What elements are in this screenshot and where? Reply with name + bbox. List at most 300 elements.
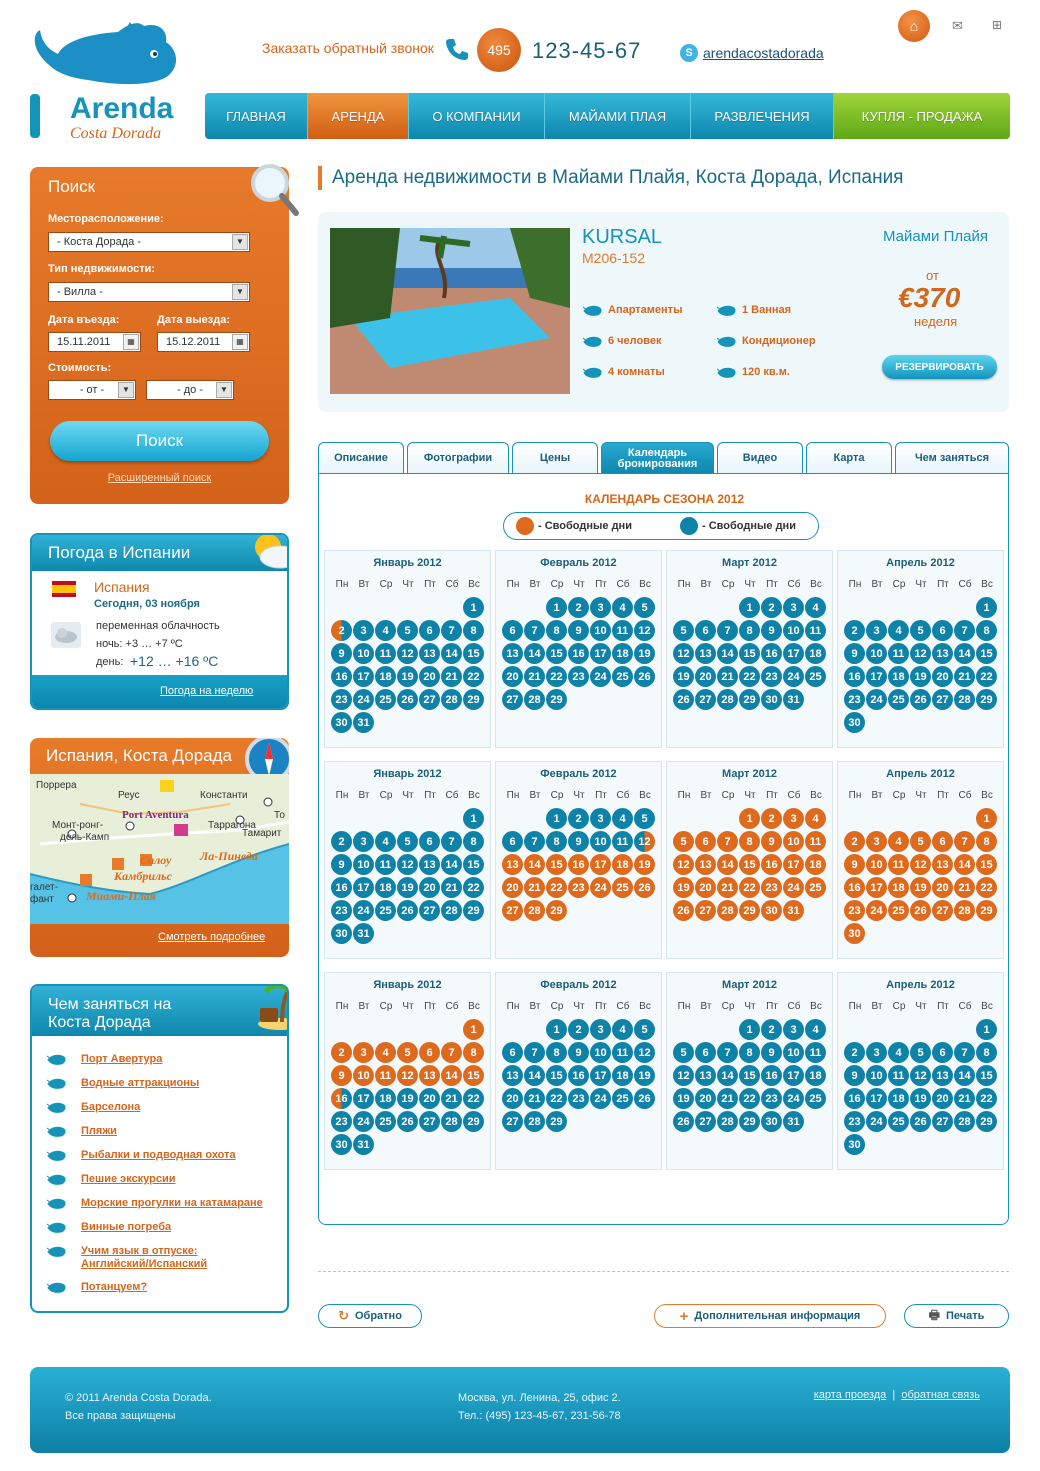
- calendar-day[interactable]: 31: [353, 712, 374, 733]
- calendar-day[interactable]: 28: [954, 689, 975, 710]
- calendar-day[interactable]: 16: [761, 643, 782, 664]
- calendar-day[interactable]: 9: [331, 643, 352, 664]
- calendar-day[interactable]: 2: [331, 620, 352, 641]
- calendar-day[interactable]: 12: [910, 643, 931, 664]
- calendar-day[interactable]: 3: [866, 1042, 887, 1063]
- calendar-day[interactable]: 21: [524, 1088, 545, 1109]
- calendar-day[interactable]: 10: [866, 854, 887, 875]
- calendar-day[interactable]: 29: [976, 1111, 997, 1132]
- calendar-day[interactable]: 6: [419, 620, 440, 641]
- calendar-day[interactable]: 9: [331, 1065, 352, 1086]
- calendar-day[interactable]: 19: [910, 1088, 931, 1109]
- calendar-day[interactable]: 17: [353, 666, 374, 687]
- calendar-day[interactable]: 4: [375, 620, 396, 641]
- calendar-day[interactable]: 4: [375, 831, 396, 852]
- calendar-day[interactable]: 24: [590, 1088, 611, 1109]
- calendar-day[interactable]: 20: [932, 1088, 953, 1109]
- calendar-day[interactable]: 2: [844, 1042, 865, 1063]
- calendar-day[interactable]: 11: [888, 1065, 909, 1086]
- nav-buy-sell[interactable]: КУПЛЯ - ПРОДАЖА: [834, 93, 1010, 139]
- calendar-day[interactable]: 28: [441, 1111, 462, 1132]
- calendar-day[interactable]: 4: [888, 1042, 909, 1063]
- logo[interactable]: [28, 20, 203, 145]
- calendar-day[interactable]: 28: [441, 900, 462, 921]
- calendar-day[interactable]: 27: [932, 900, 953, 921]
- calendar-day[interactable]: 17: [866, 877, 887, 898]
- calendar-day[interactable]: 25: [805, 1088, 826, 1109]
- print-button[interactable]: [904, 1304, 1009, 1328]
- calendar-day[interactable]: 28: [954, 1111, 975, 1132]
- calendar-day[interactable]: 22: [463, 877, 484, 898]
- calendar-day[interactable]: 25: [888, 689, 909, 710]
- calendar-day[interactable]: 19: [397, 1088, 418, 1109]
- calendar-day[interactable]: 1: [976, 1019, 997, 1040]
- checkin-input[interactable]: [48, 332, 141, 352]
- calendar-day[interactable]: 4: [805, 597, 826, 618]
- calendar-day[interactable]: 28: [524, 689, 545, 710]
- calendar-day[interactable]: 2: [761, 808, 782, 829]
- tab-map[interactable]: Карта: [806, 442, 892, 474]
- calendar-day[interactable]: 31: [353, 923, 374, 944]
- activity-link-continued[interactable]: Английский/Испанский: [81, 1258, 208, 1270]
- calendar-day[interactable]: 26: [673, 1111, 694, 1132]
- calendar-day[interactable]: 3: [783, 808, 804, 829]
- calendar-day[interactable]: 25: [805, 666, 826, 687]
- calendar-day[interactable]: 26: [634, 877, 655, 898]
- calendar-day[interactable]: 3: [866, 620, 887, 641]
- calendar-day[interactable]: 6: [932, 620, 953, 641]
- tab-description[interactable]: Описание: [318, 442, 404, 474]
- calendar-day[interactable]: 29: [546, 900, 567, 921]
- calendar-day[interactable]: 24: [353, 1111, 374, 1132]
- calendar-day[interactable]: 21: [954, 666, 975, 687]
- calendar-day[interactable]: 10: [866, 643, 887, 664]
- more-info-button[interactable]: [654, 1304, 886, 1328]
- advanced-search-link[interactable]: Расширенный поиск: [107, 472, 212, 484]
- calendar-day[interactable]: 20: [932, 666, 953, 687]
- calendar-day[interactable]: 22: [739, 666, 760, 687]
- calendar-day[interactable]: 4: [888, 831, 909, 852]
- tab-photos[interactable]: Фотографии: [407, 442, 509, 474]
- calendar-day[interactable]: 17: [353, 877, 374, 898]
- calendar-day[interactable]: 30: [844, 712, 865, 733]
- calendar-day[interactable]: 30: [761, 1111, 782, 1132]
- calendar-day[interactable]: 8: [976, 831, 997, 852]
- calendar-day[interactable]: 29: [546, 689, 567, 710]
- calendar-day[interactable]: 3: [783, 597, 804, 618]
- calendar-day[interactable]: 4: [805, 1019, 826, 1040]
- calendar-day[interactable]: 14: [524, 854, 545, 875]
- calendar-day[interactable]: 30: [331, 1134, 352, 1155]
- calendar-day[interactable]: 6: [695, 1042, 716, 1063]
- cost-from-select[interactable]: [48, 380, 136, 400]
- calendar-day[interactable]: 10: [866, 1065, 887, 1086]
- calendar-day[interactable]: 15: [463, 643, 484, 664]
- calendar-day[interactable]: 22: [739, 1088, 760, 1109]
- calendar-day[interactable]: 27: [502, 900, 523, 921]
- calendar-day[interactable]: 5: [397, 1042, 418, 1063]
- calendar-day[interactable]: 15: [463, 854, 484, 875]
- calendar-day[interactable]: 18: [888, 666, 909, 687]
- calendar-day[interactable]: 21: [717, 1088, 738, 1109]
- tab-prices[interactable]: Цены: [512, 442, 598, 474]
- calendar-day[interactable]: 8: [546, 1042, 567, 1063]
- calendar-day[interactable]: 7: [441, 620, 462, 641]
- calendar-day[interactable]: 6: [502, 831, 523, 852]
- calendar-day[interactable]: 27: [502, 1111, 523, 1132]
- calendar-day[interactable]: 17: [590, 1065, 611, 1086]
- calendar-day[interactable]: 28: [717, 900, 738, 921]
- calendar-day[interactable]: 23: [568, 877, 589, 898]
- skype-link[interactable]: arendacostadorada: [703, 45, 824, 61]
- calendar-day[interactable]: 9: [844, 643, 865, 664]
- calendar-day[interactable]: 2: [331, 831, 352, 852]
- calendar-day[interactable]: 27: [419, 689, 440, 710]
- nav-about[interactable]: О КОМПАНИИ: [409, 93, 545, 139]
- calendar-day[interactable]: 23: [568, 1088, 589, 1109]
- back-button[interactable]: [318, 1304, 422, 1328]
- calendar-day[interactable]: 20: [695, 666, 716, 687]
- calendar-day[interactable]: 24: [590, 877, 611, 898]
- calendar-day[interactable]: 11: [888, 854, 909, 875]
- calendar-day[interactable]: 18: [888, 1088, 909, 1109]
- calendar-day[interactable]: 12: [910, 1065, 931, 1086]
- calendar-day[interactable]: 5: [397, 831, 418, 852]
- calendar-day[interactable]: 13: [502, 643, 523, 664]
- calendar-day[interactable]: 27: [419, 1111, 440, 1132]
- calendar-day[interactable]: 14: [441, 854, 462, 875]
- calendar-day[interactable]: 14: [441, 1065, 462, 1086]
- calendar-day[interactable]: 8: [463, 620, 484, 641]
- calendar-day[interactable]: 1: [546, 808, 567, 829]
- calendar-day[interactable]: 13: [502, 1065, 523, 1086]
- calendar-day[interactable]: 19: [673, 1088, 694, 1109]
- calendar-day[interactable]: 16: [331, 666, 352, 687]
- calendar-day[interactable]: 10: [590, 831, 611, 852]
- calendar-day[interactable]: 21: [441, 1088, 462, 1109]
- calendar-day[interactable]: 13: [932, 854, 953, 875]
- tab-activities[interactable]: Чем заняться: [895, 442, 1009, 474]
- calendar-day[interactable]: 24: [866, 689, 887, 710]
- calendar-day[interactable]: 23: [331, 689, 352, 710]
- calendar-day[interactable]: 2: [568, 808, 589, 829]
- calendar-day[interactable]: 21: [717, 666, 738, 687]
- calendar-day[interactable]: 19: [634, 1065, 655, 1086]
- calendar-day[interactable]: 5: [910, 620, 931, 641]
- calendar-day[interactable]: 13: [695, 854, 716, 875]
- calendar-day[interactable]: 22: [546, 666, 567, 687]
- calendar-day[interactable]: 13: [695, 643, 716, 664]
- calendar-day[interactable]: 13: [419, 1065, 440, 1086]
- calendar-day[interactable]: 6: [502, 620, 523, 641]
- calendar-day[interactable]: 19: [910, 666, 931, 687]
- calendar-day[interactable]: 10: [590, 1042, 611, 1063]
- calendar-day[interactable]: 26: [634, 666, 655, 687]
- calendar-day[interactable]: 12: [397, 854, 418, 875]
- calendar-day[interactable]: 30: [331, 712, 352, 733]
- calendar-day[interactable]: 12: [673, 643, 694, 664]
- calendar-day[interactable]: 10: [353, 643, 374, 664]
- calendar-day[interactable]: 6: [419, 831, 440, 852]
- nav-home[interactable]: ГЛАВНАЯ: [205, 93, 308, 139]
- feedback-link[interactable]: обратная связь: [901, 1389, 980, 1401]
- calendar-day[interactable]: 25: [888, 1111, 909, 1132]
- calendar-day[interactable]: 6: [419, 1042, 440, 1063]
- calendar-day[interactable]: 20: [419, 877, 440, 898]
- calendar-day[interactable]: 21: [441, 666, 462, 687]
- calendar-day[interactable]: 26: [673, 689, 694, 710]
- calendar-day[interactable]: 3: [866, 831, 887, 852]
- calendar-day[interactable]: 15: [739, 854, 760, 875]
- calendar-day[interactable]: 19: [397, 877, 418, 898]
- activity-link[interactable]: Водные аттракционы: [81, 1077, 200, 1089]
- sitemap-icon[interactable]: ⊞: [992, 18, 1003, 32]
- checkout-input[interactable]: [157, 332, 250, 352]
- calendar-day[interactable]: 5: [634, 597, 655, 618]
- cost-to-select[interactable]: [146, 380, 234, 400]
- calendar-day[interactable]: 8: [463, 1042, 484, 1063]
- calendar-day[interactable]: 25: [375, 689, 396, 710]
- calendar-day[interactable]: 8: [463, 831, 484, 852]
- calendar-day[interactable]: 18: [612, 643, 633, 664]
- calendar-day[interactable]: 10: [783, 831, 804, 852]
- calendar-day[interactable]: 8: [739, 831, 760, 852]
- calendar-day[interactable]: 8: [976, 1042, 997, 1063]
- callback-link[interactable]: Заказать обратный звонок: [262, 40, 434, 56]
- calendar-day[interactable]: 17: [783, 643, 804, 664]
- calendar-day[interactable]: 20: [502, 666, 523, 687]
- calendar-day[interactable]: 15: [739, 1065, 760, 1086]
- calendar-day[interactable]: 20: [695, 877, 716, 898]
- calendar-day[interactable]: 11: [375, 854, 396, 875]
- calendar-day[interactable]: 11: [888, 643, 909, 664]
- calendar-day[interactable]: 5: [634, 1019, 655, 1040]
- calendar-day[interactable]: 2: [568, 597, 589, 618]
- route-map-link[interactable]: карта проезда: [813, 1389, 887, 1401]
- calendar-day[interactable]: 26: [634, 1088, 655, 1109]
- calendar-day[interactable]: 9: [844, 1065, 865, 1086]
- calendar-day[interactable]: 11: [612, 1042, 633, 1063]
- calendar-day[interactable]: 17: [783, 1065, 804, 1086]
- calendar-day[interactable]: 12: [634, 620, 655, 641]
- calendar-day[interactable]: 20: [419, 666, 440, 687]
- calendar-day[interactable]: 1: [739, 597, 760, 618]
- calendar-day[interactable]: 29: [463, 900, 484, 921]
- calendar-day[interactable]: 22: [976, 666, 997, 687]
- calendar-day[interactable]: 23: [761, 666, 782, 687]
- calendar-day[interactable]: 11: [805, 831, 826, 852]
- calendar-day[interactable]: 1: [463, 597, 484, 618]
- calendar-day[interactable]: 26: [397, 689, 418, 710]
- calendar-day[interactable]: 7: [954, 620, 975, 641]
- home-icon[interactable]: ⌂: [898, 10, 930, 42]
- calendar-day[interactable]: 4: [612, 597, 633, 618]
- calendar-day[interactable]: 21: [954, 1088, 975, 1109]
- calendar-day[interactable]: 28: [524, 1111, 545, 1132]
- calendar-day[interactable]: 8: [546, 831, 567, 852]
- phone-number[interactable]: 123-45-67: [532, 38, 642, 63]
- calendar-day[interactable]: 5: [673, 831, 694, 852]
- tab-calendar[interactable]: Календарь бронирования: [601, 442, 714, 474]
- calendar-day[interactable]: 13: [932, 643, 953, 664]
- calendar-day[interactable]: 23: [844, 900, 865, 921]
- calendar-day[interactable]: 14: [441, 643, 462, 664]
- calendar-day[interactable]: 16: [761, 854, 782, 875]
- calendar-day[interactable]: 22: [976, 877, 997, 898]
- calendar-day[interactable]: 25: [375, 1111, 396, 1132]
- calendar-day[interactable]: 29: [463, 1111, 484, 1132]
- tab-video[interactable]: Видео: [717, 442, 803, 474]
- nav-rent[interactable]: АРЕНДА: [308, 93, 409, 139]
- calendar-day[interactable]: 15: [546, 643, 567, 664]
- calendar-day[interactable]: 14: [717, 1065, 738, 1086]
- calendar-day[interactable]: 22: [976, 1088, 997, 1109]
- calendar-day[interactable]: 22: [546, 1088, 567, 1109]
- calendar-day[interactable]: 16: [568, 854, 589, 875]
- calendar-day[interactable]: 18: [612, 854, 633, 875]
- calendar-day[interactable]: 8: [976, 620, 997, 641]
- calendar-day[interactable]: 29: [546, 1111, 567, 1132]
- calendar-day[interactable]: 29: [739, 1111, 760, 1132]
- calendar-day[interactable]: 7: [954, 831, 975, 852]
- calendar-day[interactable]: 4: [612, 808, 633, 829]
- calendar-day[interactable]: 24: [783, 666, 804, 687]
- calendar-day[interactable]: 5: [910, 831, 931, 852]
- calendar-day[interactable]: 7: [441, 1042, 462, 1063]
- calendar-day[interactable]: 24: [866, 900, 887, 921]
- calendar-day[interactable]: 7: [717, 831, 738, 852]
- calendar-day[interactable]: 26: [910, 1111, 931, 1132]
- calendar-day[interactable]: 4: [888, 620, 909, 641]
- calendar-day[interactable]: 9: [568, 1042, 589, 1063]
- calendar-day[interactable]: 3: [353, 831, 374, 852]
- calendar-day[interactable]: 31: [783, 900, 804, 921]
- calendar-day[interactable]: 17: [866, 1088, 887, 1109]
- calendar-day[interactable]: 7: [524, 1042, 545, 1063]
- calendar-day[interactable]: 19: [634, 854, 655, 875]
- calendar-day[interactable]: 9: [761, 620, 782, 641]
- calendar-day[interactable]: 25: [888, 900, 909, 921]
- calendar-day[interactable]: 4: [612, 1019, 633, 1040]
- calendar-day[interactable]: 1: [546, 1019, 567, 1040]
- calendar-day[interactable]: 30: [761, 900, 782, 921]
- calendar-day[interactable]: 7: [717, 1042, 738, 1063]
- calendar-day[interactable]: 1: [463, 1019, 484, 1040]
- calendar-day[interactable]: 11: [805, 620, 826, 641]
- calendar-day[interactable]: 24: [353, 689, 374, 710]
- activity-link[interactable]: Рыбалки и подводная охота: [81, 1149, 236, 1161]
- calendar-day[interactable]: 5: [397, 620, 418, 641]
- calendar-day[interactable]: 23: [568, 666, 589, 687]
- calendar-day[interactable]: 7: [524, 620, 545, 641]
- calendar-day[interactable]: 18: [888, 877, 909, 898]
- calendar-day[interactable]: 26: [673, 900, 694, 921]
- calendar-day[interactable]: 20: [502, 877, 523, 898]
- activity-link[interactable]: Барселона: [81, 1101, 141, 1113]
- calendar-day[interactable]: 28: [717, 689, 738, 710]
- calendar-day[interactable]: 16: [568, 643, 589, 664]
- calendar-day[interactable]: 30: [761, 689, 782, 710]
- calendar-day[interactable]: 27: [932, 689, 953, 710]
- calendar-day[interactable]: 28: [954, 900, 975, 921]
- calendar-day[interactable]: 18: [805, 854, 826, 875]
- calendar-day[interactable]: 12: [673, 854, 694, 875]
- calendar-day[interactable]: 15: [976, 1065, 997, 1086]
- calendar-day[interactable]: 21: [717, 877, 738, 898]
- calendar-day[interactable]: 14: [717, 643, 738, 664]
- calendar-day[interactable]: 20: [502, 1088, 523, 1109]
- calendar-day[interactable]: 22: [463, 1088, 484, 1109]
- calendar-day[interactable]: 19: [397, 666, 418, 687]
- calendar-day[interactable]: 11: [612, 620, 633, 641]
- calendar-day[interactable]: 8: [739, 620, 760, 641]
- calendar-day[interactable]: 22: [463, 666, 484, 687]
- calendar-day[interactable]: 14: [524, 1065, 545, 1086]
- calendar-day[interactable]: 2: [568, 1019, 589, 1040]
- calendar-day[interactable]: 9: [761, 1042, 782, 1063]
- calendar-day[interactable]: 2: [331, 1042, 352, 1063]
- nav-miami[interactable]: МАЙАМИ ПЛАЯ: [545, 93, 691, 139]
- calendar-day[interactable]: 13: [419, 643, 440, 664]
- calendar-day[interactable]: 21: [524, 666, 545, 687]
- calendar-day[interactable]: 1: [976, 597, 997, 618]
- search-button[interactable]: Поиск: [50, 421, 269, 461]
- map-more-link[interactable]: Смотреть подробнее: [158, 931, 266, 943]
- type-select[interactable]: [48, 282, 250, 302]
- calendar-day[interactable]: 16: [844, 877, 865, 898]
- calendar-day[interactable]: 2: [844, 620, 865, 641]
- calendar-day[interactable]: 16: [761, 1065, 782, 1086]
- calendar-day[interactable]: 27: [695, 900, 716, 921]
- calendar-day[interactable]: 19: [673, 877, 694, 898]
- calendar-day[interactable]: 15: [546, 1065, 567, 1086]
- calendar-day[interactable]: 1: [976, 808, 997, 829]
- calendar-day[interactable]: 10: [590, 620, 611, 641]
- calendar-day[interactable]: 11: [612, 831, 633, 852]
- calendar-day[interactable]: 26: [910, 689, 931, 710]
- calendar-day[interactable]: 15: [976, 854, 997, 875]
- calendar-icon[interactable]: ▦: [232, 334, 248, 350]
- calendar-day[interactable]: 24: [590, 666, 611, 687]
- calendar-day[interactable]: 12: [634, 831, 655, 852]
- region-map[interactable]: [30, 774, 289, 924]
- calendar-day[interactable]: 30: [331, 923, 352, 944]
- calendar-day[interactable]: 26: [910, 900, 931, 921]
- calendar-day[interactable]: 29: [976, 689, 997, 710]
- activity-link[interactable]: Пешие экскурсии: [81, 1173, 176, 1185]
- activity-link[interactable]: Морские прогулки на катамаране: [81, 1197, 263, 1209]
- calendar-day[interactable]: 9: [568, 831, 589, 852]
- calendar-day[interactable]: 27: [695, 1111, 716, 1132]
- calendar-day[interactable]: 11: [375, 643, 396, 664]
- calendar-day[interactable]: 7: [954, 1042, 975, 1063]
- calendar-day[interactable]: 24: [866, 1111, 887, 1132]
- calendar-day[interactable]: 23: [844, 689, 865, 710]
- calendar-day[interactable]: 3: [353, 1042, 374, 1063]
- calendar-day[interactable]: 4: [805, 808, 826, 829]
- calendar-day[interactable]: 7: [717, 620, 738, 641]
- calendar-day[interactable]: 23: [844, 1111, 865, 1132]
- calendar-day[interactable]: 22: [739, 877, 760, 898]
- calendar-day[interactable]: 13: [502, 854, 523, 875]
- calendar-day[interactable]: 4: [375, 1042, 396, 1063]
- calendar-day[interactable]: 18: [375, 666, 396, 687]
- calendar-day[interactable]: 11: [375, 1065, 396, 1086]
- calendar-day[interactable]: 16: [331, 1088, 352, 1109]
- calendar-day[interactable]: 23: [331, 900, 352, 921]
- calendar-day[interactable]: 1: [739, 1019, 760, 1040]
- calendar-day[interactable]: 24: [783, 877, 804, 898]
